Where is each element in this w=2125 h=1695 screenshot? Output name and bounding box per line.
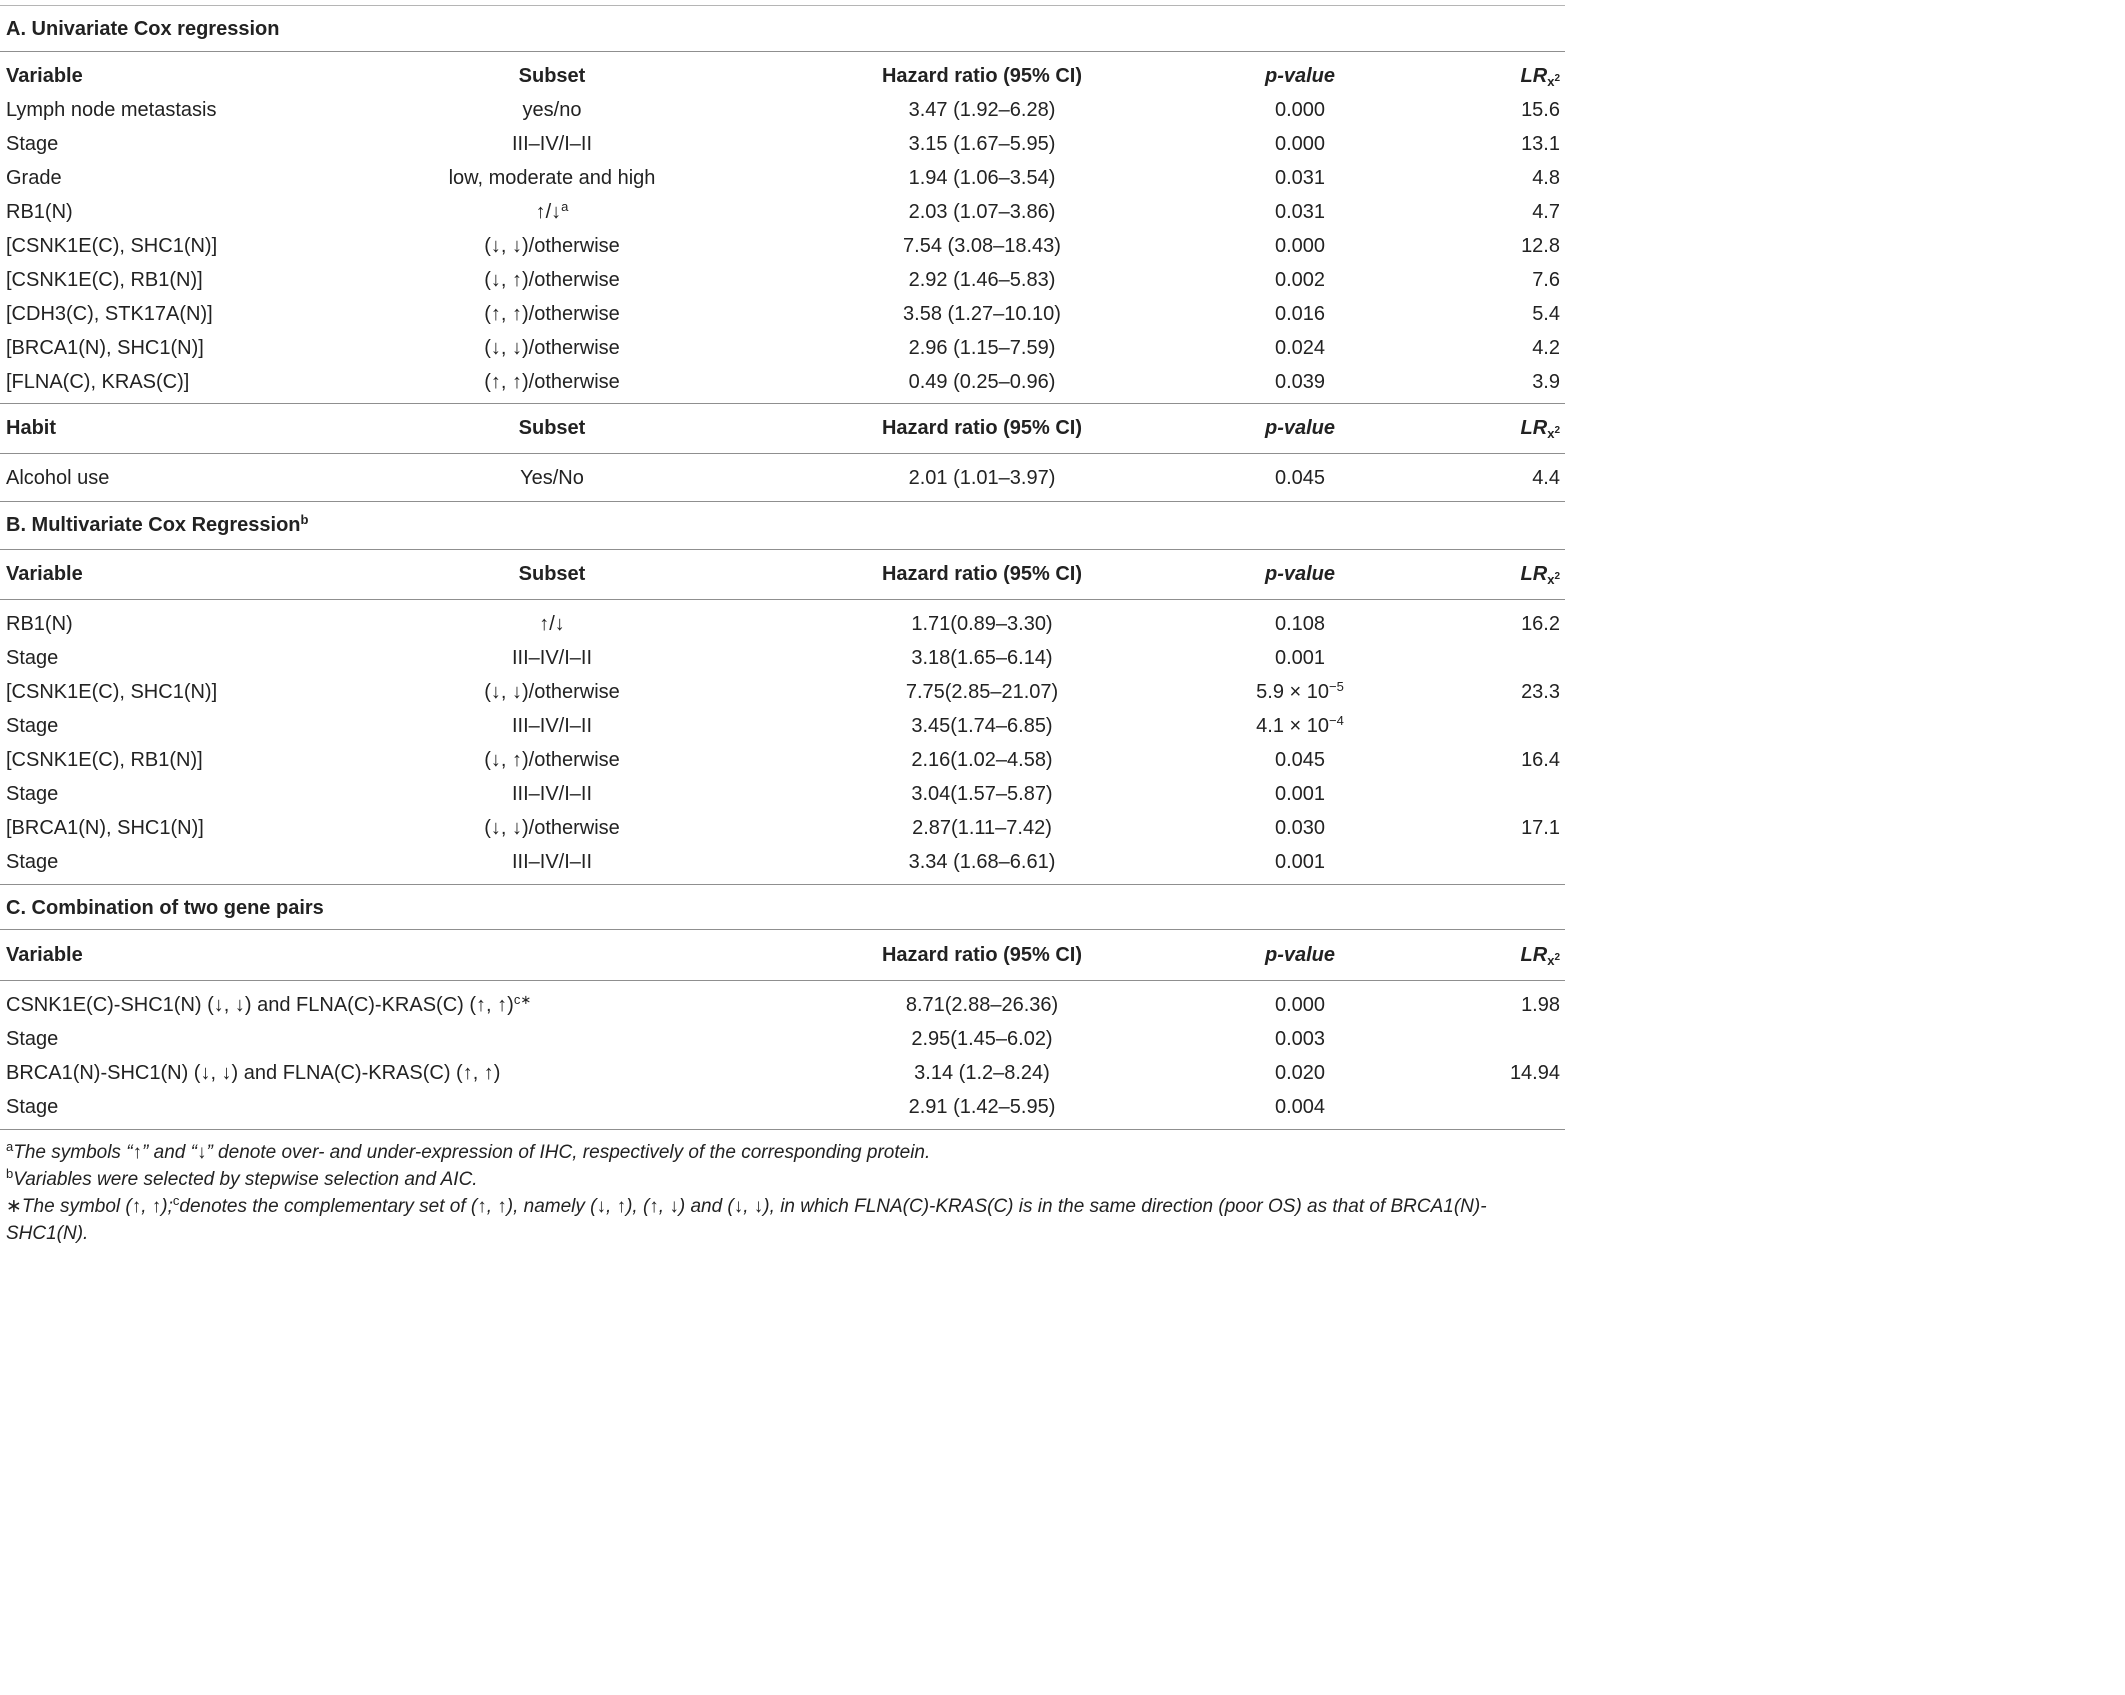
- section-c-rule: [0, 929, 1565, 930]
- table-row: Stage III–IV/I–II 3.34 (1.68–6.61) 0.001: [6, 851, 1326, 873]
- section-a-header-row: [0, 59, 1568, 93]
- table-bottom-rule: [0, 1129, 1565, 1130]
- table-top-rule: [0, 5, 1565, 6]
- table-row: [CSNK1E(C), SHC1(N)] (↓, ↓)/otherwise 7.75(2.85–21.07) $5.9 \times 10^{-5}$ 23.3: [6, 679, 1560, 703]
- header-lr: $LR_{x^2}$: [1520, 65, 1560, 89]
- footnote-c-marker: c∗: [513, 992, 532, 1007]
- table-row: Grade low, moderate and high 1.94 (1.06–3.54) 0.031 4.8: [6, 167, 1560, 189]
- section-b-title: B. Multivariate Cox Regression$^b$: [6, 512, 309, 536]
- section-b-rule: [0, 549, 1565, 550]
- header-habit: Habit: [6, 417, 56, 439]
- footnote-a-marker: a: [561, 199, 569, 214]
- table-row: Stage III–IV/I–II 3.18(1.65–6.14) 0.001: [6, 647, 1326, 669]
- section-a-rule: [0, 51, 1565, 52]
- table-row: [CSNK1E(C), RB1(N)] (↓, ↑)/otherwise 2.92 (1.46–5.83) 0.002 7.6: [6, 269, 1560, 291]
- header-p-value: p-value: [1264, 65, 1336, 87]
- footnote-a: $^a$The symbols “↑” and “↓” denote over- and under-expression of IHC, respectively of the corresponding protein.: [6, 1139, 931, 1163]
- section-c-title: C. Combination of two gene pairs: [6, 897, 324, 919]
- habit-rule: [0, 403, 1565, 404]
- table-row: Alcohol use Yes/No 2.01 (1.01–3.97) 0.045 4.4: [6, 467, 1560, 489]
- section-c-header-row: Variable Hazard ratio (95% CI) p-value $LR_{x^2}$: [6, 944, 1560, 968]
- section-b-header-rule: [0, 599, 1565, 600]
- section-b-header-row: Variable Subset Hazard ratio (95% CI) p-value $LR_{x^2}$: [6, 563, 1560, 587]
- table-row: [BRCA1(N), SHC1(N)] (↓, ↓)/otherwise 2.96 (1.15–7.59) 0.024 4.2: [6, 337, 1560, 359]
- table-row: Stage III–IV/I–II 3.45(1.74–6.85) $4.1 \times 10^{-4}$: [6, 713, 1344, 737]
- section-b-top-rule: [0, 501, 1565, 502]
- table-row: [BRCA1(N), SHC1(N)] (↓, ↓)/otherwise 2.87(1.11–7.42) 0.030 17.1: [6, 817, 1560, 839]
- table-row: RB1(N) ↑/↓$^a$ 2.03 (1.07–3.86) 0.031 4.7: [6, 199, 1560, 223]
- footnote-b-marker: b: [300, 512, 309, 527]
- footnote-b: $^b$Variables were selected by stepwise selection and AIC.: [6, 1166, 478, 1190]
- habit-header-rule: [0, 453, 1565, 454]
- header-subset: Subset: [518, 65, 586, 87]
- table-row: [CDH3(C), STK17A(N)] (↑, ↑)/otherwise 3.58 (1.27–10.10) 0.016 5.4: [6, 303, 1560, 325]
- header-hazard-ratio: Hazard ratio (95% CI): [881, 65, 1083, 87]
- table-row: Stage 2.95(1.45–6.02) 0.003: [6, 1028, 1326, 1050]
- header-variable: Variable: [6, 65, 83, 87]
- table-row: Stage 2.91 (1.42–5.95) 0.004: [6, 1096, 1326, 1118]
- section-a-title: A. Univariate Cox regression: [6, 18, 280, 40]
- table-row: Lymph node metastasis yes/no 3.47 (1.92–6.28) 0.000 15.6: [6, 99, 1560, 121]
- table-row: [CSNK1E(C), RB1(N)] (↓, ↑)/otherwise 2.16(1.02–4.58) 0.045 16.4: [6, 749, 1560, 771]
- table-row: BRCA1(N)-SHC1(N) (↓, ↓) and FLNA(C)-KRAS(C) (↑, ↑) 3.14 (1.2–8.24) 0.020 14.94: [6, 1062, 1560, 1084]
- table-row: Stage III–IV/I–II 3.04(1.57–5.87) 0.001: [6, 783, 1326, 805]
- table-row: [FLNA(C), KRAS(C)] (↑, ↑)/otherwise 0.49 (0.25–0.96) 0.039 3.9: [6, 371, 1560, 393]
- habit-header-row: Habit Subset Hazard ratio (95% CI) p-value $LR_{x^2}$: [0, 411, 1568, 445]
- section-c-header-rule: [0, 980, 1565, 981]
- table-row: CSNK1E(C)-SHC1(N) (↓, ↓) and FLNA(C)-KRAS(C) (↑, ↑)$^{c∗}$ 8.71(2.88–26.36) 0.000 1.98: [6, 992, 1560, 1016]
- footnote-c: ∗The symbol (↑, ↑);$^c$denotes the complementary set of (↑, ↑), namely (↓, ↑), (↑, ↓) and (↓, ↓), in which FLNA(C)-KRAS(C) is in the same direction (poor OS) as that of BRCA1(N)-SHC1(N).: [6, 1193, 1487, 1244]
- table-row: RB1(N) ↑/↓ 1.71(0.89–3.30) 0.108 16.2: [6, 613, 1560, 635]
- table-row: [CSNK1E(C), SHC1(N)] (↓, ↓)/otherwise 7.54 (3.08–18.43) 0.000 12.8: [6, 235, 1560, 257]
- table-row: Stage III–IV/I–II 3.15 (1.67–5.95) 0.000 13.1: [6, 133, 1560, 155]
- section-c-top-rule: [0, 884, 1565, 885]
